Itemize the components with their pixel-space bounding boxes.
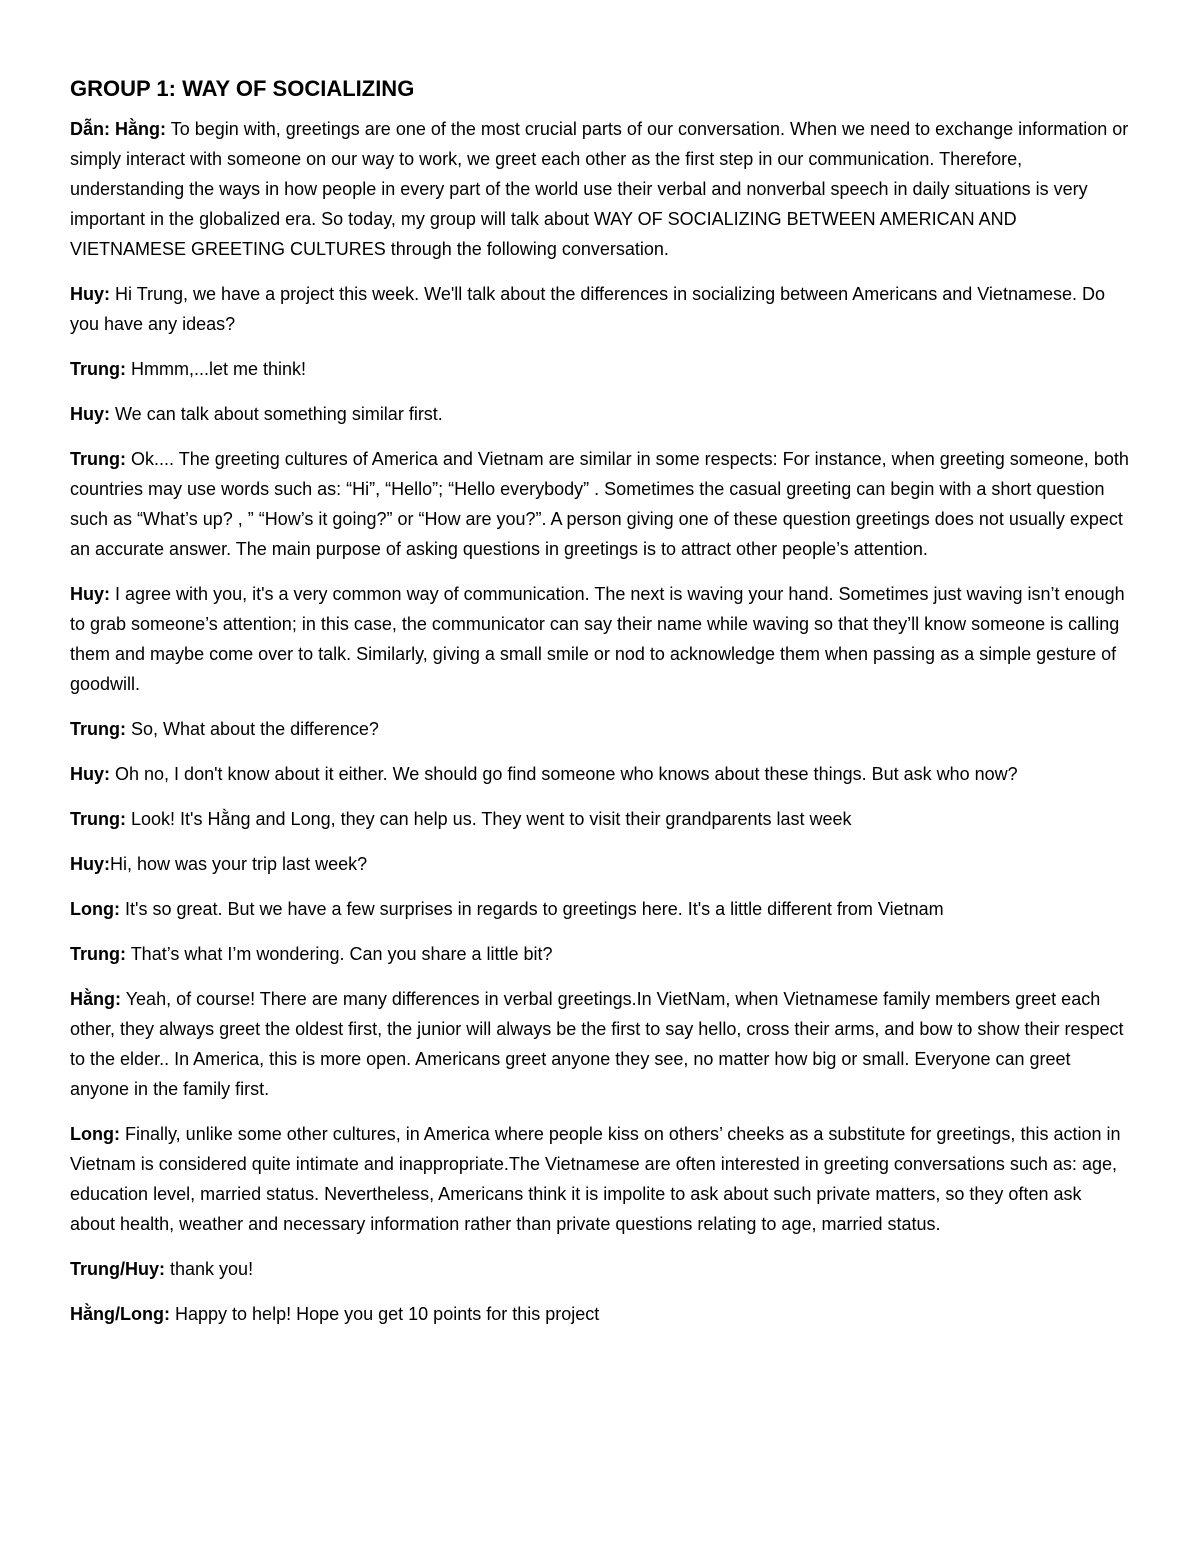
paragraph-text: To begin with, greetings are one of the most crucial parts of our conversation. When we need to exchange information or simply interact with someone on our way to work, we greet each other as the first step in our communication. Therefore, understanding the ways in how people in every part of the world use their verbal and nonverbal speech in daily situations is very important in the globalized era. So today, my group will talk about WAY OF SOCIALIZING BETWEEN AMERICAN AND VIETNAMESE GREETING CULTURES through the following conversation.: [70, 119, 1129, 259]
paragraph-dialogue: [70, 939, 1130, 969]
speaker-label: Trung:: [70, 359, 126, 379]
paragraph-text: It's so great. But we have a few surprises in regards to greetings here. It's a little different from Vietnam: [125, 899, 944, 919]
paragraph-text: Ok.... The greeting cultures of America and Vietnam are similar in some respects: For instance, when greeting someone, both countries may use words such as: “Hi”, “Hello”; “Hello everybody” . Sometimes the casual greeting can begin with a short question such as “What’s up? , ” “How’s it going?” or “How are you?”. A person giving one of these question greetings does not usually expect an accurate answer. The main purpose of asking questions in greetings is to attract other people’s attention.: [70, 449, 1129, 559]
speaker-label: Trung:: [70, 719, 126, 739]
paragraph-text: That’s what I’m wondering. Can you share a little bit?: [130, 944, 553, 964]
speaker-label: Huy:: [70, 404, 110, 424]
document-title: GROUP 1: WAY OF SOCIALIZING: [70, 76, 415, 101]
speaker-label: Hằng/Long:: [70, 1304, 170, 1324]
speaker-label: Long:: [70, 899, 120, 919]
speaker-label: Huy:: [70, 764, 110, 784]
speaker-label: Dẫn: Hằng:: [70, 119, 166, 139]
speaker-label: Huy:: [70, 284, 110, 304]
paragraph-dialogue: [70, 279, 1130, 339]
document-page: [70, 74, 1130, 1344]
paragraph-text: Finally, unlike some other cultures, in America where people kiss on others’ cheeks as a substitute for greetings, this action in Vietnam is considered quite intimate and inappropriate.The Vietnamese are often interested in greeting conversations such as: age, education level, married status. Nevertheless, Americans think it is impolite to ask about such private matters, so they often ask about health, weather and necessary information rather than private questions relating to age, married status.: [70, 1124, 1121, 1234]
paragraph-dialogue: [70, 804, 1130, 834]
speaker-label: Trung/Huy:: [70, 1259, 165, 1279]
paragraph-dialogue: [70, 399, 1130, 429]
paragraph-text: We can talk about something similar first.: [115, 404, 443, 424]
paragraph-text: Happy to help! Hope you get 10 points for this project: [175, 1304, 600, 1324]
paragraph-dialogue: [70, 444, 1130, 564]
speaker-label: Trung:: [70, 809, 126, 829]
paragraph-dialogue: [70, 1299, 1130, 1329]
paragraph-text: Hi Trung, we have a project this week. We'll talk about the differences in socializing between Americans and Vietnamese. Do you have any ideas?: [70, 284, 1105, 334]
paragraph-dialogue: [70, 714, 1130, 744]
paragraph-text: Hi, how was your trip last week?: [110, 854, 368, 874]
speaker-label: Trung:: [70, 944, 126, 964]
paragraph-dialogue: [70, 984, 1130, 1104]
paragraph-text: Look! It's Hằng and Long, they can help us. They went to visit their grandparents last week: [131, 809, 852, 829]
paragraph-text: I agree with you, it's a very common way of communication. The next is waving your hand. Sometimes just waving isn’t enough to grab someone’s attention; in this case, the communicator can say their name while waving so that they’ll know someone is calling them and maybe come over to talk. Similarly, giving a small smile or nod to acknowledge them when passing as a simple gesture of goodwill.: [70, 584, 1125, 694]
speaker-label: Huy:: [70, 854, 110, 874]
speaker-label: Hằng:: [70, 989, 121, 1009]
paragraph-dialogue: [70, 579, 1130, 699]
speaker-label: Huy:: [70, 584, 110, 604]
paragraph-intro: [70, 114, 1130, 264]
paragraph-dialogue: [70, 1254, 1130, 1284]
paragraph-dialogue: [70, 354, 1130, 384]
paragraph-text: Yeah, of course! There are many differences in verbal greetings.In VietNam, when Vietnamese family members greet each other, they always greet the oldest first, the junior will always be the first to say hello, cross their arms, and bow to show their respect to the elder.. In America, this is more open. Americans greet anyone they see, no matter how big or small. Everyone can greet anyone in the family first.: [70, 989, 1124, 1099]
paragraph-text: thank you!: [170, 1259, 254, 1279]
paragraph-dialogue: [70, 1119, 1130, 1239]
paragraph-dialogue: [70, 849, 1130, 879]
speaker-label: Trung:: [70, 449, 126, 469]
paragraph-text: Oh no, I don't know about it either. We should go find someone who knows about these things. But ask who now?: [115, 764, 1018, 784]
paragraph-dialogue: [70, 894, 1130, 924]
paragraph-text: So, What about the difference?: [131, 719, 379, 739]
paragraph-dialogue: [70, 759, 1130, 789]
paragraph-text: Hmmm,...let me think!: [131, 359, 307, 379]
speaker-label: Long:: [70, 1124, 120, 1144]
